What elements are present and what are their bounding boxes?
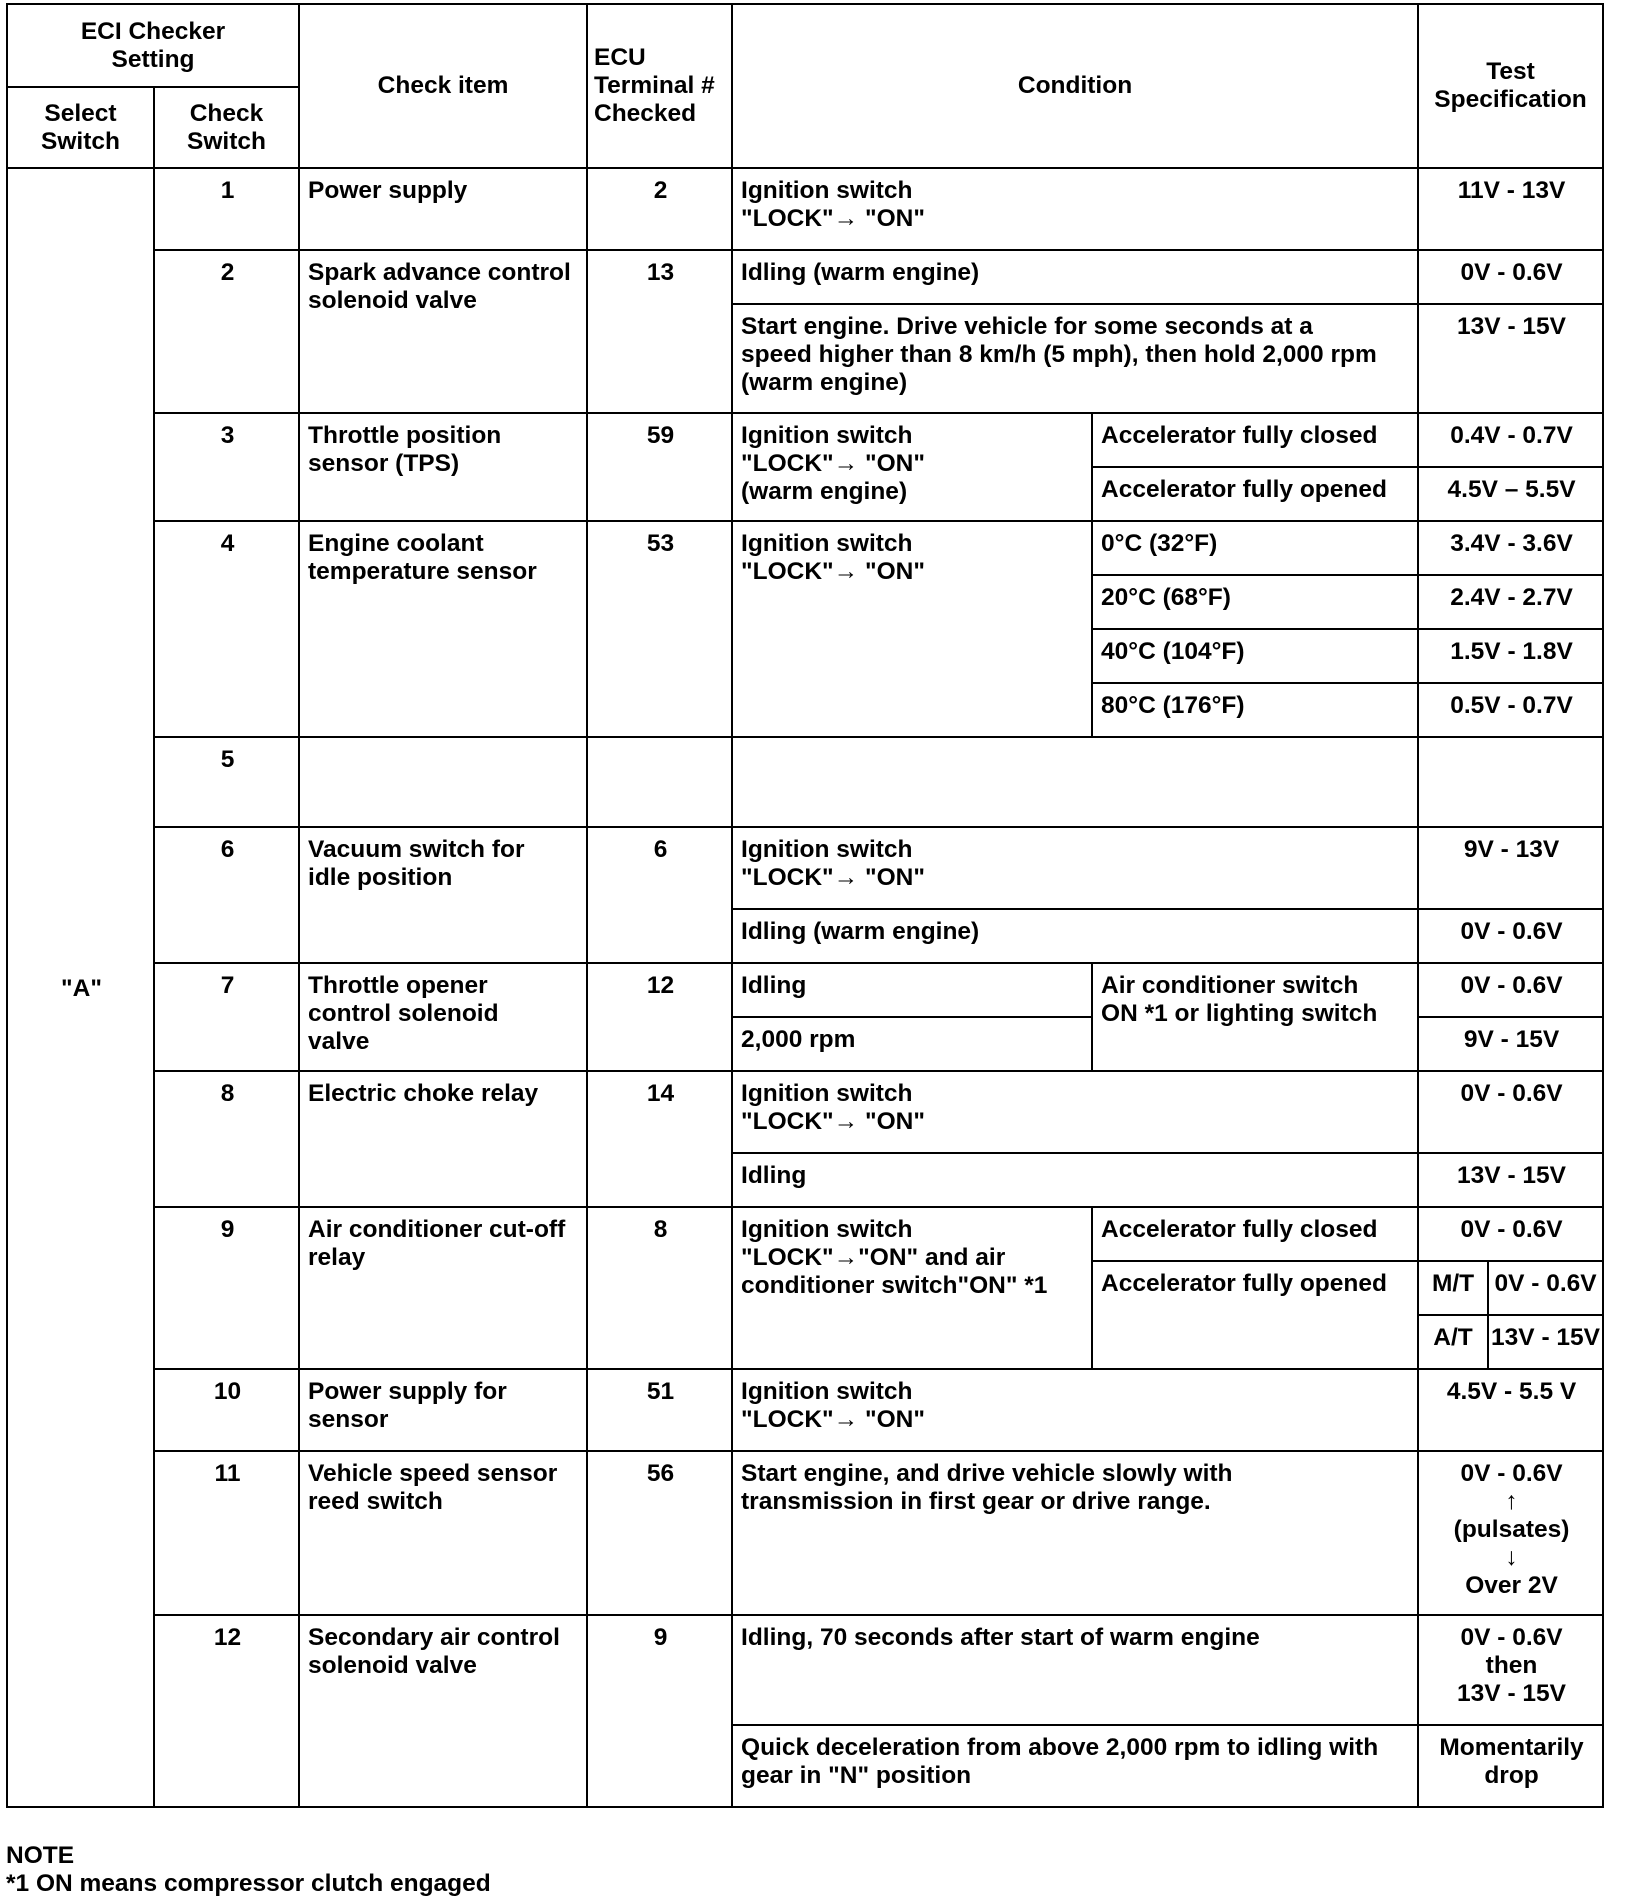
table-row [7, 1207, 1603, 1261]
header-select-switch: Select Switch [7, 87, 154, 168]
test-spec: 0V - 0.6V [1418, 963, 1603, 1017]
test-spec: 0V - 0.6V [1418, 1071, 1603, 1153]
condition: Idling [732, 1153, 1418, 1207]
table-row [7, 250, 1603, 304]
test-spec [1418, 737, 1603, 827]
test-spec: 9V - 15V [1418, 1017, 1603, 1071]
check-item: Secondary air control solenoid valve [299, 1615, 587, 1807]
select-switch-value: "A" [7, 168, 154, 1807]
test-spec: 1.5V - 1.8V [1418, 629, 1603, 683]
table-row [7, 1071, 1603, 1153]
ecu-terminal: 13 [587, 250, 732, 413]
condition: Idling, 70 seconds after start of warm engine [732, 1615, 1418, 1725]
condition: Ignition switch "LOCK"→"ON" and air conditioner switch"ON" *1 [732, 1207, 1092, 1369]
check-item: Power supply [299, 168, 587, 250]
footnote [6, 1842, 491, 1898]
check-switch-number: 7 [154, 963, 299, 1071]
test-spec: 0V - 0.6V ↑ (pulsates) ↓ Over 2V [1418, 1451, 1603, 1615]
header-ecu-terminal: ECU Terminal # Checked [587, 4, 732, 168]
condition: Idling (warm engine) [732, 909, 1418, 963]
table-row [7, 1451, 1603, 1615]
table-row [7, 1615, 1603, 1725]
test-spec: Momentarily drop [1418, 1725, 1603, 1807]
table-row [7, 963, 1603, 1017]
ecu-terminal: 53 [587, 521, 732, 737]
check-switch-number: 12 [154, 1615, 299, 1807]
sub-condition: Accelerator fully opened [1092, 1261, 1418, 1369]
sub-condition: Accelerator fully closed [1092, 413, 1418, 467]
sub-condition: Accelerator fully opened [1092, 467, 1418, 521]
check-switch-number: 2 [154, 250, 299, 413]
condition: Ignition switch "LOCK"→ "ON" [732, 168, 1418, 250]
check-item: Air conditioner cut-off relay [299, 1207, 587, 1369]
table-row [7, 827, 1603, 909]
check-switch-number: 10 [154, 1369, 299, 1451]
sub-condition: 20°C (68°F) [1092, 575, 1418, 629]
note-title: NOTE [6, 1842, 75, 1869]
header-condition: Condition [732, 4, 1418, 168]
table-row [7, 737, 1603, 827]
sub-condition: Accelerator fully closed [1092, 1207, 1418, 1261]
check-item: Spark advance control solenoid valve [299, 250, 587, 413]
ecu-terminal: 51 [587, 1369, 732, 1451]
condition: Quick deceleration from above 2,000 rpm to idling with gear in "N" position [732, 1725, 1418, 1807]
test-spec: 11V - 13V [1418, 168, 1603, 250]
check-item [299, 737, 587, 827]
test-spec: 2.4V - 2.7V [1418, 575, 1603, 629]
check-switch-number: 6 [154, 827, 299, 963]
check-switch-number: 4 [154, 521, 299, 737]
check-item: Throttle opener control solenoid valve [299, 963, 587, 1071]
condition: Ignition switch "LOCK"→ "ON" [732, 1071, 1418, 1153]
test-spec: 9V - 13V [1418, 827, 1603, 909]
header-eci-setting: ECI Checker Setting [7, 4, 299, 87]
condition: Idling (warm engine) [732, 250, 1418, 304]
header-check-item: Check item [299, 4, 587, 168]
test-spec: 0.5V - 0.7V [1418, 683, 1603, 737]
test-spec: 0V - 0.6V [1418, 250, 1603, 304]
table-row [7, 521, 1603, 575]
check-switch-number: 9 [154, 1207, 299, 1369]
test-spec: 0V - 0.6V then 13V - 15V [1418, 1615, 1603, 1725]
check-item: Power supply for sensor [299, 1369, 587, 1451]
ecu-terminal: 9 [587, 1615, 732, 1807]
ecu-terminal [587, 737, 732, 827]
check-switch-number: 8 [154, 1071, 299, 1207]
test-spec: 13V - 15V [1418, 1153, 1603, 1207]
eci-check-table [6, 3, 1604, 1808]
note-text: *1 ON means compressor clutch engaged [6, 1870, 491, 1897]
ecu-terminal: 56 [587, 1451, 732, 1615]
test-spec: 0.4V - 0.7V [1418, 413, 1603, 467]
condition: Idling [732, 963, 1092, 1017]
ecu-terminal: 8 [587, 1207, 732, 1369]
condition: Ignition switch "LOCK"→ "ON" (warm engine) [732, 413, 1092, 521]
condition: Start engine. Drive vehicle for some seconds at a speed higher than 8 km/h (5 mph), then hold 2,000 rpm (warm engine) [732, 304, 1418, 413]
check-item: Electric choke relay [299, 1071, 587, 1207]
test-spec: 4.5V - 5.5 V [1418, 1369, 1603, 1451]
transmission-mt: M/T [1418, 1261, 1488, 1315]
condition: Ignition switch "LOCK"→ "ON" [732, 521, 1092, 737]
transmission-at: A/T [1418, 1315, 1488, 1369]
test-spec: 4.5V – 5.5V [1418, 467, 1603, 521]
test-spec: 13V - 15V [1488, 1315, 1603, 1369]
condition: Ignition switch "LOCK"→ "ON" [732, 1369, 1418, 1451]
sub-condition: 80°C (176°F) [1092, 683, 1418, 737]
table-row [7, 168, 1603, 250]
ecu-terminal: 12 [587, 963, 732, 1071]
check-switch-number: 3 [154, 413, 299, 521]
test-spec: 3.4V - 3.6V [1418, 521, 1603, 575]
check-item: Vacuum switch for idle position [299, 827, 587, 963]
sub-condition: Air conditioner switch ON *1 or lighting switch [1092, 963, 1418, 1071]
table-row [7, 1369, 1603, 1451]
ecu-terminal: 59 [587, 413, 732, 521]
sub-condition: 40°C (104°F) [1092, 629, 1418, 683]
condition: Ignition switch "LOCK"→ "ON" [732, 827, 1418, 909]
test-spec: 0V - 0.6V [1488, 1261, 1603, 1315]
check-item: Vehicle speed sensor reed switch [299, 1451, 587, 1615]
condition [732, 737, 1418, 827]
test-spec: 0V - 0.6V [1418, 1207, 1603, 1261]
condition: 2,000 rpm [732, 1017, 1092, 1071]
ecu-terminal: 14 [587, 1071, 732, 1207]
check-item: Throttle position sensor (TPS) [299, 413, 587, 521]
check-switch-number: 5 [154, 737, 299, 827]
check-switch-number: 11 [154, 1451, 299, 1615]
header-check-switch: Check Switch [154, 87, 299, 168]
header-row [7, 4, 1603, 87]
sub-condition: 0°C (32°F) [1092, 521, 1418, 575]
ecu-terminal: 6 [587, 827, 732, 963]
condition: Start engine, and drive vehicle slowly with transmission in first gear or drive range. [732, 1451, 1418, 1615]
document [6, 3, 1602, 1808]
table-row [7, 413, 1603, 467]
check-item: Engine coolant temperature sensor [299, 521, 587, 737]
test-spec: 0V - 0.6V [1418, 909, 1603, 963]
test-spec: 13V - 15V [1418, 304, 1603, 413]
header-test-specification: Test Specification [1418, 4, 1603, 168]
check-switch-number: 1 [154, 168, 299, 250]
ecu-terminal: 2 [587, 168, 732, 250]
